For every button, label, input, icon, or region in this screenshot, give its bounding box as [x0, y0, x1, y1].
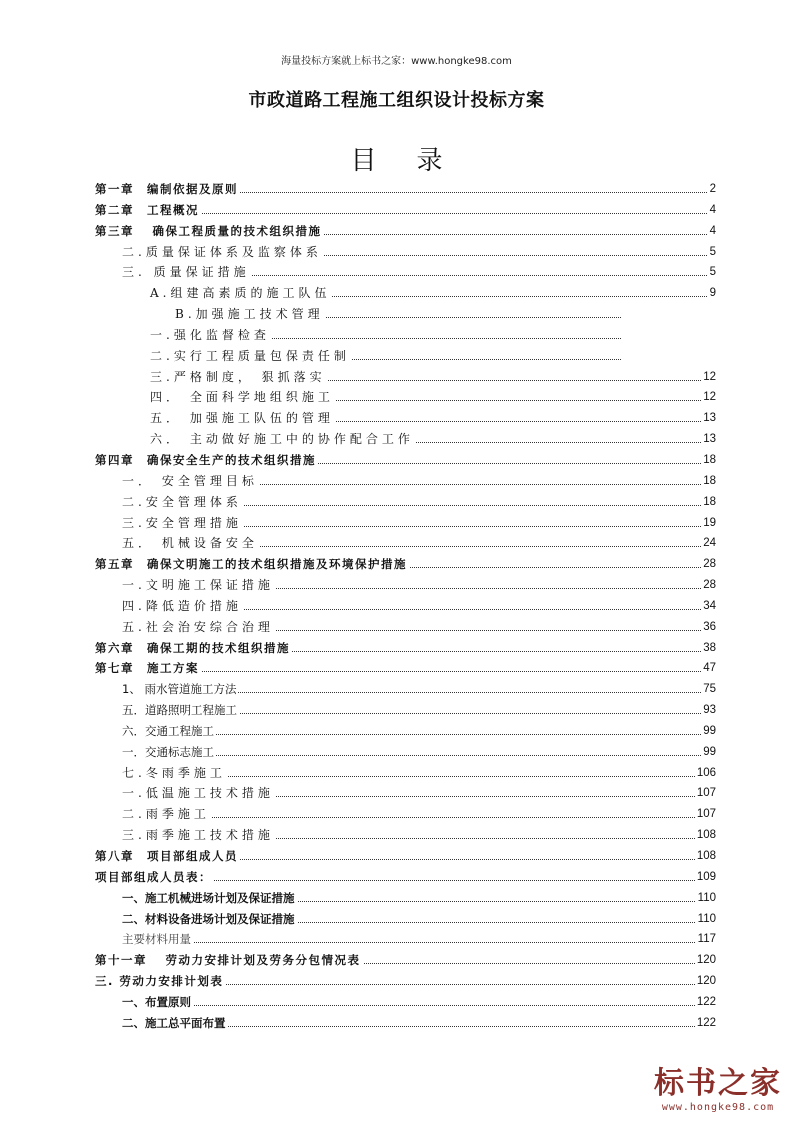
toc-row[interactable] — [0, 408, 793, 429]
toc-entry-label: 二.实行工程质量包保责任制 — [150, 346, 352, 367]
toc-row[interactable] — [0, 200, 793, 221]
toc-entry-page: 28 — [701, 575, 716, 596]
toc-row[interactable] — [0, 721, 793, 742]
toc-row[interactable] — [0, 471, 793, 492]
toc-entry-page: 109 — [695, 867, 716, 888]
toc-row[interactable] — [0, 679, 793, 700]
toc-row[interactable] — [0, 367, 793, 388]
toc-entry-page: 24 — [701, 533, 716, 554]
toc-entry-label: 二、材料设备进场计划及保证措施 — [122, 909, 297, 930]
toc-entry-page: 110 — [696, 888, 716, 909]
toc-entry-label: 第八章 项目部组成人员 — [95, 846, 240, 867]
toc-row[interactable] — [0, 221, 793, 242]
toc-entry-label: 第五章 确保文明施工的技术组织措施及环境保护措施 — [95, 554, 409, 575]
toc-row[interactable] — [0, 992, 793, 1013]
toc-entry-page: 5 — [708, 262, 716, 283]
toc-row[interactable] — [0, 429, 793, 450]
toc-entry-page: 18 — [701, 492, 716, 513]
toc-entry-label: 一、施工机械进场计划及保证措施 — [122, 888, 297, 909]
toc-row[interactable] — [0, 387, 793, 408]
toc-entry-page: 93 — [701, 700, 716, 721]
toc-row[interactable] — [0, 888, 793, 909]
toc-row[interactable] — [0, 867, 793, 888]
toc-entry-page: 117 — [696, 929, 716, 950]
toc-entry-label: 四.降低造价措施 — [122, 596, 244, 617]
toc-row[interactable] — [0, 617, 793, 638]
toc-row[interactable] — [0, 783, 793, 804]
toc-row[interactable] — [0, 325, 793, 346]
toc-entry-label: 二.雨季施工 — [122, 804, 212, 825]
toc-entry-label: 七.冬雨季施工 — [122, 763, 228, 784]
toc-entry-page: 4 — [708, 200, 716, 221]
toc-entry-label: B.加强施工技术管理 — [175, 304, 326, 325]
toc-row[interactable] — [0, 283, 793, 304]
toc-entry-label: 主要材料用量 — [122, 929, 193, 950]
toc-entry-label: 一.文明施工保证措施 — [122, 575, 276, 596]
toc-entry-label: 第四章 确保安全生产的技术组织措施 — [95, 450, 318, 471]
toc-entry-label: 第七章 施工方案 — [95, 658, 201, 679]
toc-entry-page: 122 — [695, 992, 716, 1013]
toc-entry-label: 第十一章 劳动力安排计划及劳务分包情况表 — [95, 950, 363, 971]
logo-text: 标书之家 — [654, 1066, 782, 1101]
toc-entry-label: 五． 加强施工队伍的管理 — [150, 408, 336, 429]
logo-url: www.hongke98.com — [661, 1102, 775, 1113]
toc-entry-page: 12 — [701, 387, 716, 408]
brand-logo — [648, 1066, 788, 1118]
toc-entry-label: 三. 劳动力安排计划表 — [95, 971, 225, 992]
toc-entry-label: 第六章 确保工期的技术组织措施 — [95, 638, 292, 659]
toc-entry-page: 36 — [701, 617, 716, 638]
toc-row[interactable] — [0, 846, 793, 867]
toc-entry-label: 六．交通工程施工 — [122, 721, 216, 742]
toc-entry-label: 第二章 工程概况 — [95, 200, 201, 221]
toc-entry-label: 三.严格制度， 狠抓落实 — [150, 367, 328, 388]
toc-entry-page: 13 — [701, 429, 716, 450]
toc-entry-page: 106 — [695, 763, 716, 784]
toc-entry-label: 二.质量保证体系及监察体系 — [122, 242, 324, 263]
toc-row[interactable] — [0, 971, 793, 992]
header-note: 海量投标方案就上标书之家：www.hongke98.com — [281, 56, 512, 67]
toc-row[interactable] — [0, 242, 793, 263]
toc-row[interactable] — [0, 950, 793, 971]
toc-entry-label: 五．道路照明工程施工 — [122, 700, 239, 721]
toc-row[interactable] — [0, 763, 793, 784]
toc-entry-page: 13 — [701, 408, 716, 429]
toc-entry-page: 75 — [701, 679, 716, 700]
toc-entry-page: 4 — [708, 221, 716, 242]
toc-row[interactable] — [0, 929, 793, 950]
toc-entry-page: 19 — [701, 513, 716, 534]
toc-entry-page: 99 — [701, 721, 716, 742]
toc-entry-page: 47 — [701, 658, 716, 679]
toc-row[interactable] — [0, 533, 793, 554]
toc-row[interactable] — [0, 596, 793, 617]
toc-row[interactable] — [0, 658, 793, 679]
toc-heading: 目录 — [350, 146, 483, 176]
toc-leader-dots — [122, 1005, 713, 1006]
toc-entry-page: 99 — [701, 742, 716, 763]
toc-row[interactable] — [0, 1013, 793, 1034]
toc-entry-label: 一、布置原则 — [122, 992, 193, 1013]
toc-row[interactable] — [0, 513, 793, 534]
toc-row[interactable] — [0, 825, 793, 846]
toc-row[interactable] — [0, 179, 793, 200]
toc-entry-page: 107 — [695, 783, 716, 804]
toc-entry-page: 108 — [695, 825, 716, 846]
toc-entry-label: 一.低温施工技术措施 — [122, 783, 276, 804]
toc-entry-page: 38 — [701, 638, 716, 659]
toc-row[interactable] — [0, 700, 793, 721]
toc-entry-label: A.组建高素质的施工队伍 — [150, 283, 332, 304]
toc-entry-page: 107 — [695, 804, 716, 825]
toc-entry-page: 120 — [695, 971, 716, 992]
toc-entry-page: 18 — [701, 450, 716, 471]
toc-entry-label: 1、 雨水管道施工方法 — [122, 679, 238, 700]
toc-entry-page: 28 — [701, 554, 716, 575]
toc-entry-page: 34 — [701, 596, 716, 617]
toc-row[interactable] — [0, 346, 793, 367]
toc-entry-page: 108 — [695, 846, 716, 867]
toc-entry-label: 项目部组成人员表： — [95, 867, 214, 888]
toc-entry-label: 三.安全管理措施 — [122, 513, 244, 534]
toc-entry-label: 第三章 确保工程质量的技术组织措施 — [95, 221, 324, 242]
toc-entry-label: 一.强化监督检查 — [150, 325, 272, 346]
toc-entry-label: 二、施工总平面布置 — [122, 1013, 228, 1034]
table-of-contents — [0, 179, 793, 1034]
toc-row[interactable] — [0, 304, 793, 325]
toc-entry-label: 一．交通标志施工 — [122, 742, 216, 763]
toc-entry-label: 六． 主动做好施工中的协作配合工作 — [150, 429, 416, 450]
toc-row[interactable] — [0, 804, 793, 825]
toc-entry-label: 第一章 编制依据及原则 — [95, 179, 240, 200]
toc-entry-label: 五.社会治安综合治理 — [122, 617, 276, 638]
toc-row[interactable] — [0, 742, 793, 763]
toc-entry-page: 18 — [701, 471, 716, 492]
toc-entry-page: 12 — [701, 367, 716, 388]
toc-entry-page: 2 — [708, 179, 716, 200]
toc-entry-label: 一． 安全管理目标 — [122, 471, 260, 492]
toc-entry-page: 9 — [708, 283, 716, 304]
toc-row[interactable] — [0, 450, 793, 471]
toc-entry-label: 四． 全面科学地组织施工 — [150, 387, 336, 408]
toc-row[interactable] — [0, 575, 793, 596]
toc-leader-dots — [122, 942, 713, 943]
toc-row[interactable] — [0, 262, 793, 283]
toc-entry-page: 110 — [696, 909, 716, 930]
toc-entry-label: 三.雨季施工技术措施 — [122, 825, 276, 846]
toc-entry-label: 二.安全管理体系 — [122, 492, 244, 513]
document-title: 市政道路工程施工组织设计投标方案 — [248, 90, 545, 111]
toc-entry-page: 5 — [708, 242, 716, 263]
toc-entry-page: 120 — [695, 950, 716, 971]
toc-row[interactable] — [0, 492, 793, 513]
toc-row[interactable] — [0, 554, 793, 575]
toc-entry-page: 122 — [695, 1013, 716, 1034]
toc-entry-label: 五． 机械设备安全 — [122, 533, 260, 554]
toc-row[interactable] — [0, 638, 793, 659]
toc-entry-label: 三. 质量保证措施 — [122, 262, 252, 283]
toc-row[interactable] — [0, 909, 793, 930]
